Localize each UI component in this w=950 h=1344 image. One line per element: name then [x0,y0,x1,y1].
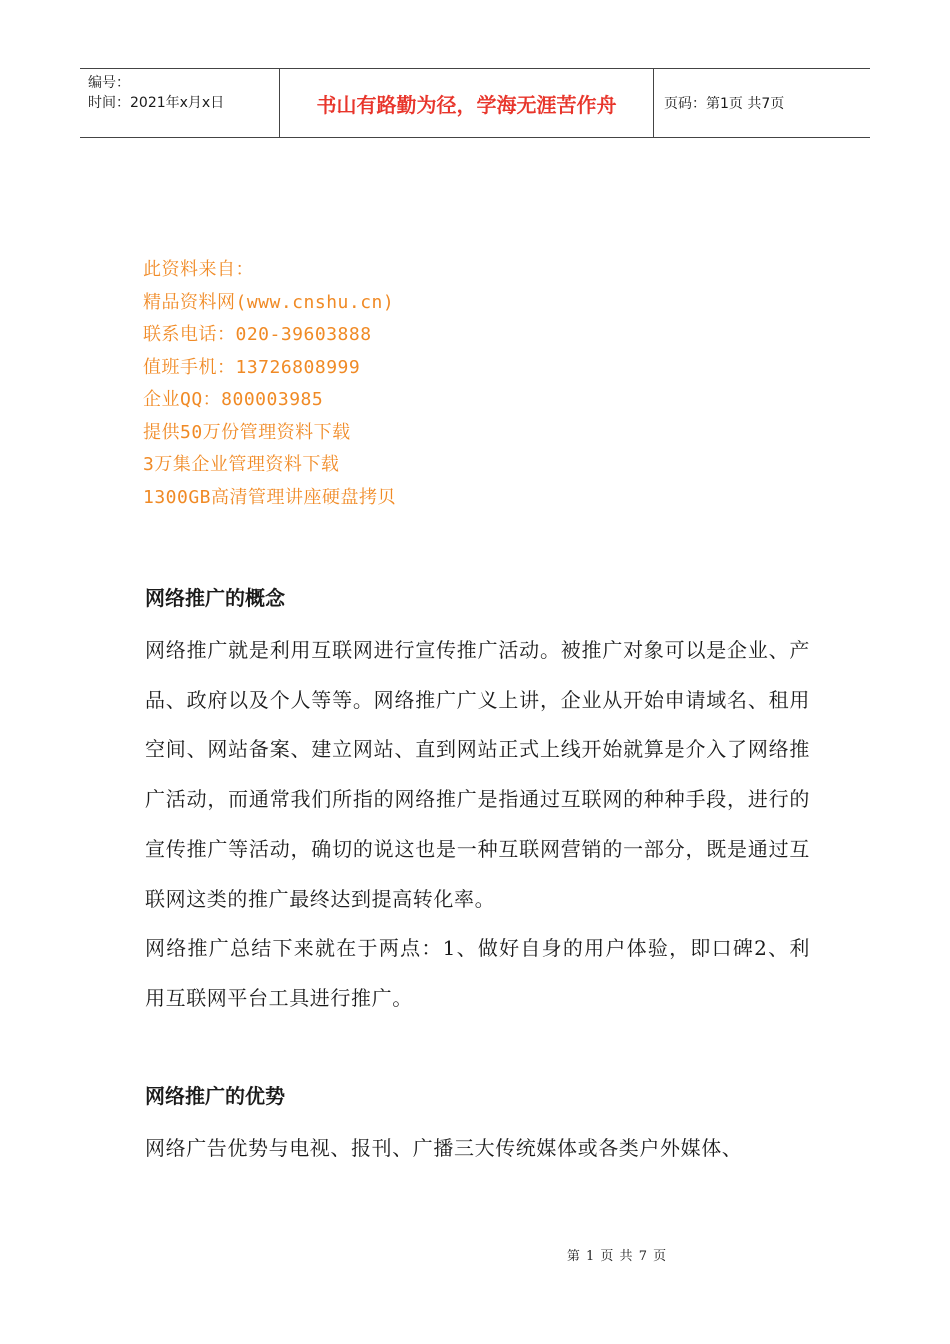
header-motto: 书山有路勤为径，学海无涯苦作舟 [280,69,654,137]
source-line: 精品资料网(www.cnshu.cn) [143,291,395,313]
source-line: 1300GB高清管理讲座硬盘拷贝 [143,486,397,508]
source-line: 企业QQ：800003985 [143,389,324,410]
document-body [145,578,810,1173]
paragraph: 网络推广总结下来就在于两点：1、做好自身的用户体验，即口碑2、利用互联网平台工具进行推广。 [145,936,810,1010]
source-info-block [143,254,396,514]
header-meta [80,69,280,137]
paragraph: 网络广告优势与电视、报刊、广播三大传统媒体或各类户外媒体、 [145,1135,743,1160]
header-page-info: 页码：第1页 共7页 [664,96,785,112]
page-header [80,68,870,138]
source-line: 值班手机：13726808999 [143,356,361,378]
section-title: 网络推广的优势 [145,1083,285,1108]
number-label: 编号： [88,75,130,91]
source-line: 3万集企业管理资料下载 [143,454,340,475]
source-line: 提供50万份管理资料下载 [143,421,351,443]
date-label: 时间：2021年x月x日 [88,95,225,111]
paragraph: 网络推广就是利用互联网进行宣传推广活动。被推广对象可以是企业、产品、政府以及个人等等。网络推广广义上讲，企业从开始申请域名、租用空间、网站备案、建立网站、直到网站正式上线开始就算是介入了网络推广活动，而通常我们所指的网络推广是指通过互联网的种种手段，进行的宣传推广等活动，确切的说这也是一种互联网营销的一部分，既是通过互联网这类的推广最终达到提高转化率。 [145,638,810,911]
section-title: 网络推广的概念 [145,586,285,610]
source-line: 此资料来自： [143,259,254,280]
page-footer: 第 1 页 共 7 页 [566,1249,668,1264]
source-line: 联系电话：020-39603888 [143,324,372,345]
